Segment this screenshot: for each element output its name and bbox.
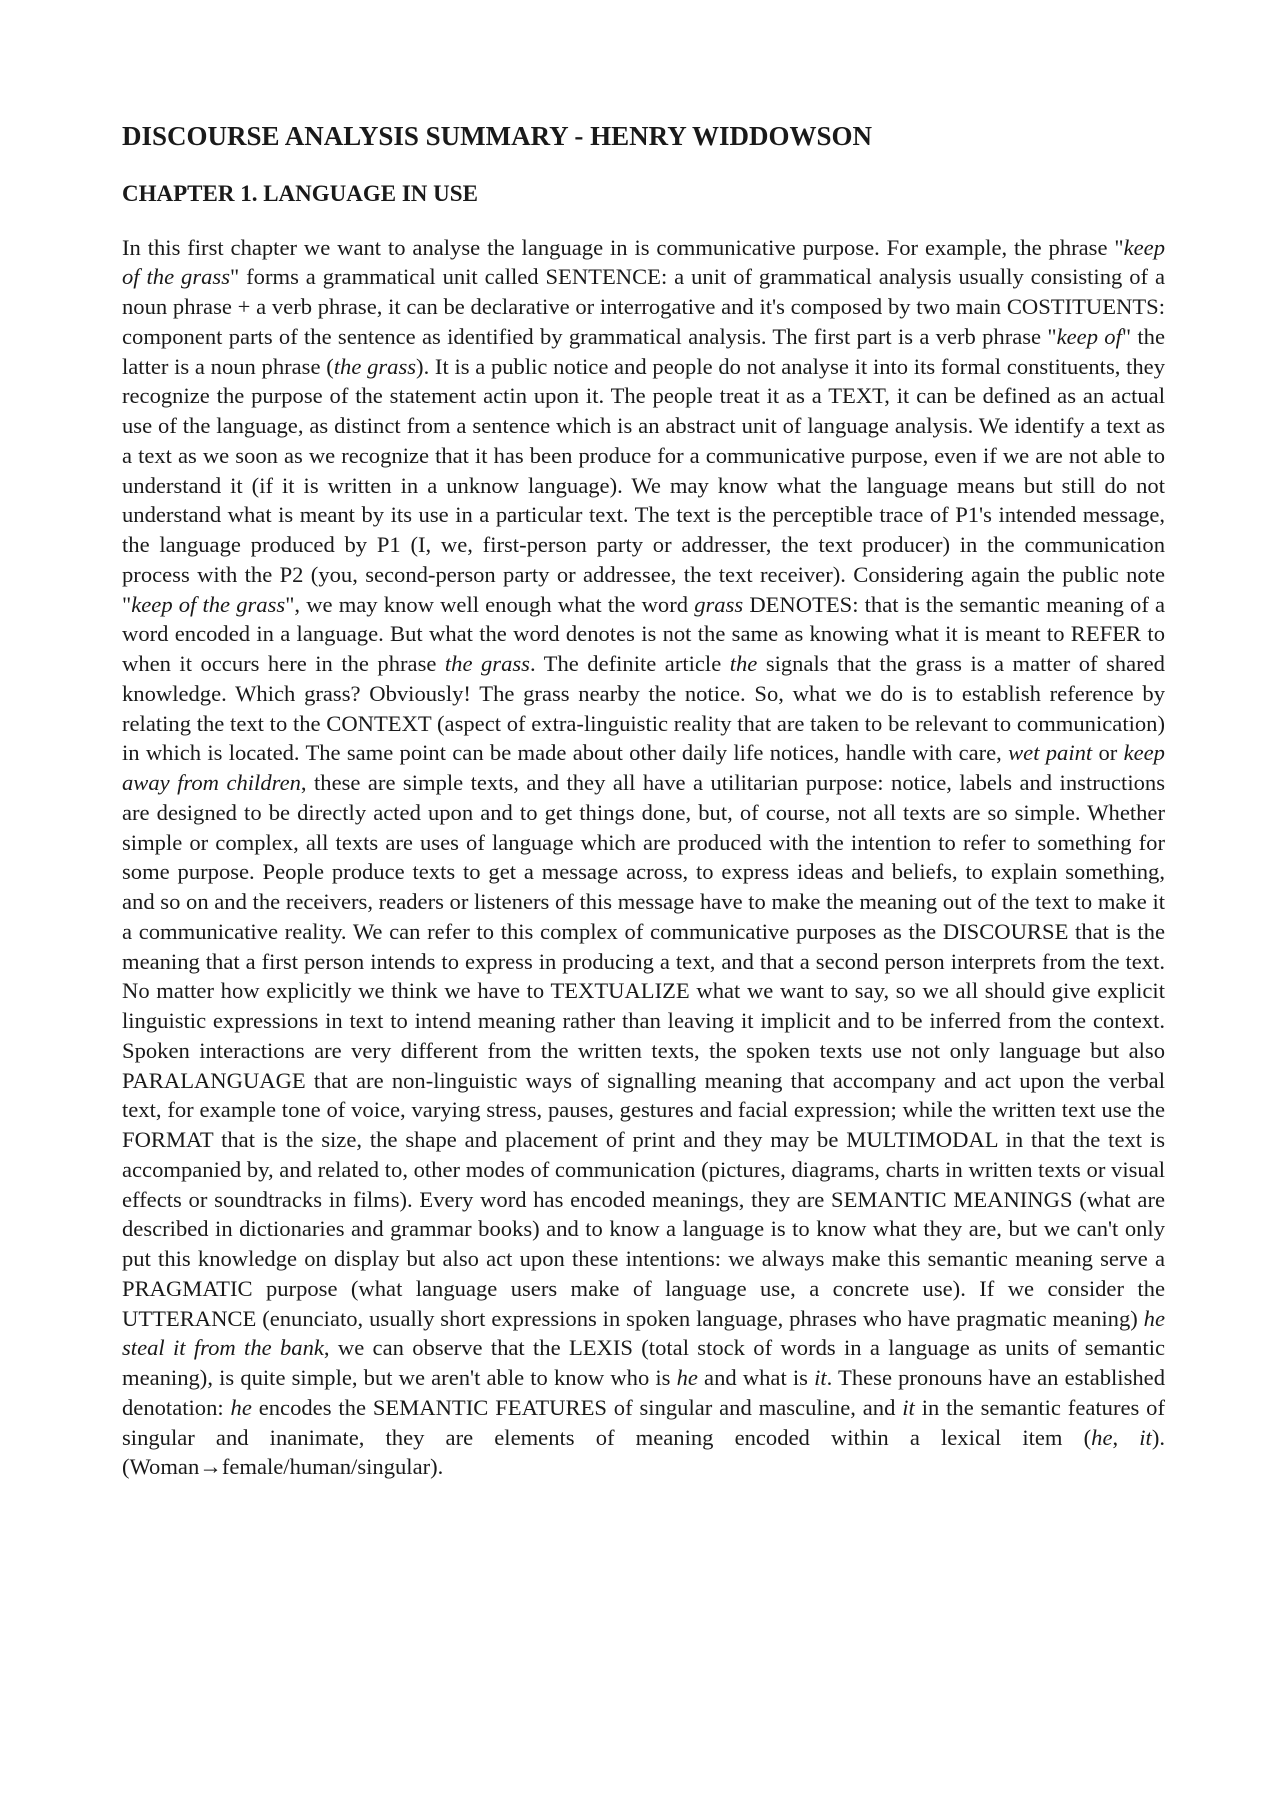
text-segment-italic: he [230,1394,252,1420]
text-segment: In this first chapter we want to analyse the language in is communicative purpose. For example, the phrase " [122,234,1124,260]
text-segment-italic: keep of the grass [131,591,286,617]
text-segment: in the semantic features of singular and inanimate, they are elements of meaning encoded within a lexical item ( [122,1394,1165,1450]
text-segment: " the latter is a noun phrase ( [122,323,1165,379]
text-segment-italic: grass [694,591,744,617]
text-segment-italic: the [729,651,758,676]
text-segment: . The definite article [529,651,730,676]
text-segment: ", we may know well enough what the word [285,591,695,617]
body-paragraph [122,233,1165,1483]
text-segment: ). (Woman→female/human/singular). [122,1424,1165,1480]
text-segment-italic: he [676,1365,698,1390]
text-segment: signals that the grass is a matter of shared knowledge. Which grass? Obviously! The grass nearby the notice. So, what we do is to establish reference by relating the text to the CONTEXT (aspect of extra-linguistic reality that are taken to be relevant to communication) in which is located. The same point can be made about other daily life notices, handle with care, [122,651,1165,766]
text-segment: . These pronouns have an established denotation: [122,1365,1165,1420]
text-segment-italic: he steal it from the bank [122,1305,1165,1361]
text-segment: DENOTES: that is the semantic meaning of a word encoded in a language. But what the word denotes is not the same as knowing what it is meant to REFER to when it occurs here in the phrase [122,591,1166,676]
chapter-title: CHAPTER 1. LANGUAGE IN USE [122,180,478,206]
text-segment-italic: he [1091,1424,1113,1450]
text-segment-italic: the grass [333,353,417,379]
text-segment-italic: it [814,1365,827,1390]
text-segment-italic: it [902,1394,915,1420]
text-segment: , we can observe that the LEXIS (total stock of words in a language as units of semantic meaning), is quite simple, but we aren't able to know who is [122,1335,1165,1390]
text-segment-italic: wet paint [1008,740,1093,766]
text-segment: ). It is a public notice and people do not analyse it into its formal constituents, they recognize the purpose of the statement actin upon it. The people treat it as a TEXT, it can be defined as an actual use of the language, as distinct from a sentence which is an abstract unit of language analysis. We identify a text as a text as we soon as we recognize that it has been produce for a communicative purpose, even if we are not able to understand it (if it is written in a unknow language). We may know what the language means but still do not understand what is meant by its use in a particular text. The text is the perceptible trace of P1's intended message, the language produced by P1 (I, we, first-person party or addresser, the text producer) in the communication process with the P2 (you, second-person party or addressee, the text receiver). Considering again the public note " [122,353,1165,617]
text-segment: and what is [697,1365,815,1390]
text-segment: " forms a grammatical unit called SENTENCE: a unit of grammatical analysis usually consisting of a noun phrase + a verb phrase, it can be declarative or interrogative and it's composed by two main COSTITUENTS: component parts of the sentence as identified by grammatical analysis. The first part is a verb phrase " [122,264,1165,349]
text-segment-italic: the grass [444,651,530,676]
text-segment-italic: it [1139,1424,1152,1450]
text-segment: or [1092,740,1124,766]
text-segment-italic: keep away from children [122,740,1165,795]
text-segment: , [1112,1424,1140,1450]
document-title: DISCOURSE ANALYSIS SUMMARY - HENRY WIDDOWSON [122,121,872,151]
text-segment: encodes the SEMANTIC FEATURES of singular and masculine, and [251,1394,903,1420]
text-segment-italic: keep of [1056,323,1122,349]
text-segment-italic: keep of the grass [122,234,1165,290]
document-page [122,120,1165,1482]
text-segment: , these are simple texts, and they all have a utilitarian purpose: notice, labels and instructions are designed to be directly acted upon and to get things done, but, of course, not all texts are so simple. Whether simple or complex, all texts are uses of language which are produced with the intention to refer to something for some purpose. People produce texts to get a message across, to express ideas and beliefs, to explain something, and so on and the receivers, readers or listeners of this message have to make the meaning out of the text to make it a communicative reality. We can refer to this complex of communicative purposes as the DISCOURSE that is the meaning that a first person intends to express in producing a text, and that a second person interprets from the text. No matter how explicitly we think we have to TEXTUALIZE what we want to say, so we all should give explicit linguistic expressions in text to intend meaning rather than leaving it implicit and to be inferred from the context. Spoken interactions are very different from the written texts, the spoken texts use not only language but also PARALANGUAGE that are non-linguistic ways of signalling meaning that accompany and act upon the verbal text, for example tone of voice, varying stress, pauses, gestures and facial expression; while the written text use the FORMAT that is the size, the shape and placement of print and they may be MULTIMODAL in that the text is accompanied by, and related to, other modes of communication (pictures, diagrams, charts in written texts or visual effects or soundtracks in films). Every word has encoded meanings, they are SEMANTIC MEANINGS (what are described in dictionaries and grammar books) and to know a language is to know what they are, but we can't only put this knowledge on display but also act upon these intentions: we always make this semantic meaning serve a PRAGMATIC purpose (what language users make of language use, a concrete use). If we consider the UTTERANCE (enunciato, usually short expressions in spoken language, phrases who have pragmatic meaning) [122,770,1165,1331]
